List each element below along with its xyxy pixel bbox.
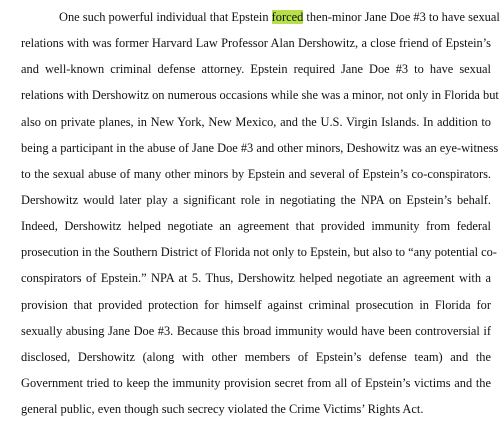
text-line: prosecution in the Southern District of Florida not only to Epstein, but also to “any potential co-: [21, 245, 497, 260]
text-line: relations with Dershowitz on numerous occasions while she was a minor, not only in Florida but: [21, 88, 499, 103]
highlighted-word: forced: [271, 10, 304, 24]
text-line: Dershowitz would later play a significant role in negotiating the NPA on Epstein’s behalf.: [21, 192, 491, 207]
text-line: to the sexual abuse of many other minors by Epstein and several of Epstein’s co-conspirators.: [21, 166, 491, 181]
text-line: being a participant in the abuse of Jane Doe #3 and other minors, Deshowitz was an eye-witness: [21, 140, 499, 155]
text-line: general public, even though such secrecy violated the Crime Victims’ Rights Act.: [21, 402, 424, 417]
text-line: Indeed, Dershowitz helped negotiate an agreement that provided immunity from federal: [21, 219, 491, 234]
text-line: provision that provided protection for himself against criminal prosecution in Florida for: [21, 297, 491, 312]
text-line: and well-known criminal defense attorney. Epstein required Jane Doe #3 to have sexual: [21, 62, 491, 77]
text-line: Government tried to keep the immunity provision secret from all of Epstein’s victims and the: [21, 375, 491, 390]
text-segment: One such powerful individual that Epstein: [59, 10, 272, 24]
text-line: conspirators of Epstein.” NPA at 5. Thus, Dershowitz helped negotiate an agreement with a: [21, 271, 491, 286]
text-line: also on private planes, in New York, New Mexico, and the U.S. Virgin Islands. In addition to: [21, 114, 491, 129]
text-line: sexually abusing Jane Doe #3. Because this broad immunity would have been controversial if: [21, 323, 491, 338]
text-line: relations with was former Harvard Law Professor Alan Dershowitz, a close friend of Epstein’s: [21, 36, 491, 51]
text-line: [21, 7, 500, 33]
body-paragraph: [21, 7, 500, 425]
text-segment: then-minor Jane Doe #3 to have sexual: [303, 10, 500, 24]
document-page: [21, 7, 500, 425]
text-line: disclosed, Dershowitz (along with other members of Epstein’s defense team) and the: [21, 349, 491, 364]
